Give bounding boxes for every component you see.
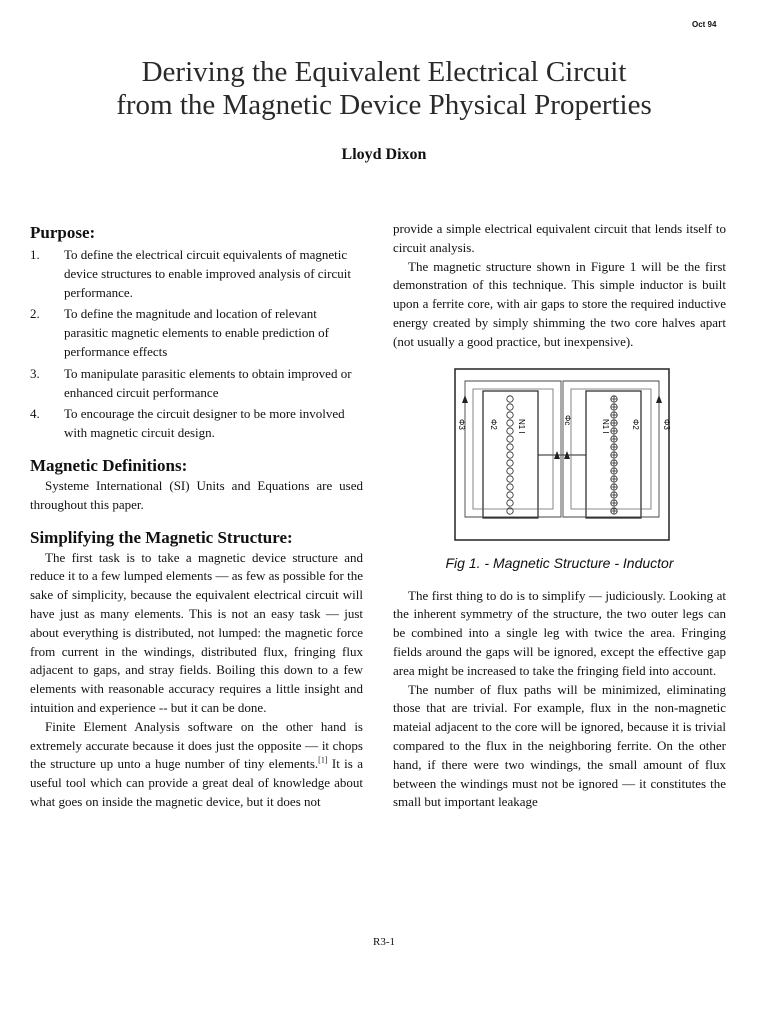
paragraph-text: It is a useful tool which can provide a great deal of knowledge about what goes on inside the magnetic device, but it does not bbox=[30, 756, 364, 809]
flux-label-outer-left: Φ3 bbox=[457, 418, 466, 430]
figure-magnetic-structure bbox=[453, 367, 671, 542]
winding-label-right: N1 I bbox=[601, 418, 610, 434]
right-paragraph-2: The magnetic structure shown in Figure 1 will be the first demonstration of this technique. This simple inductor is built upon a ferrite core, with air gaps to store the required inductive energy created by simply shimming the two core halves apart (not usually a good practice, but inexpensive). bbox=[393, 258, 726, 349]
list-item-number: 2. bbox=[30, 306, 40, 322]
winding-left-coils bbox=[507, 395, 513, 513]
definitions-paragraph: Systeme International (SI) Units and Equations are used throughout this paper. bbox=[30, 477, 363, 512]
magnetic-structure-diagram bbox=[453, 367, 671, 542]
simplifying-paragraph-1: The first task is to take a magnetic device structure and reduce it to a few lumped elements — as few as possible for the sake of simplicity, because the equivalent electrical circuit will have just as many elements. This is not an easy task — just about everything is distributed, not lumped: the magnetic force from current in the windings, distributed flux, fringing flux adjacent to gaps, and stray fields. Boiling this down to a few elements with reasonable accuracy requires a little insight and intuition and experience -- but it can be done. bbox=[30, 549, 363, 715]
page-title bbox=[0, 56, 768, 122]
list-item bbox=[30, 365, 363, 403]
list-item-number: 1. bbox=[30, 247, 40, 262]
winding-right-coils bbox=[611, 395, 617, 513]
list-item-text: To manipulate parasitic elements to obtain improved or enhanced circuit performance bbox=[64, 365, 352, 400]
header-date: Oct 94 bbox=[692, 20, 717, 29]
flux-arrow bbox=[462, 395, 468, 403]
title-line-1: Deriving the Equivalent Electrical Circuit bbox=[141, 56, 627, 88]
definitions-heading: Magnetic Definitions: bbox=[30, 455, 188, 475]
list-item bbox=[30, 405, 363, 443]
flux-label-center: Φc bbox=[563, 414, 572, 425]
paragraph-text: Finite Element Analysis software on the other hand is extremely accurate because it does just the opposite — it chops the structure up unto a huge number of tiny elements. bbox=[30, 718, 363, 772]
right-paragraph-3: The first thing to do is to simplify — judiciously. Looking at the inherent symmetry of the structure, the two outer legs can be combined into a single leg with twice the area. Fringing fields around the gaps will be ignored, except the effective gap area might be increased to take the fringing field into account. bbox=[393, 587, 726, 678]
author-name: Lloyd Dixon bbox=[341, 146, 427, 163]
list-item-text: To define the electrical circuit equivalents of magnetic device structures to enable improved analysis of circuit performance. bbox=[64, 247, 351, 300]
list-item-number: 4. bbox=[30, 406, 40, 422]
purpose-list bbox=[30, 246, 363, 443]
title-line-2: from the Magnetic Device Physical Properties bbox=[116, 89, 652, 121]
purpose-heading: Purpose: bbox=[30, 223, 96, 242]
flux-label-left-leg: Φ2 bbox=[489, 418, 498, 430]
list-item-text: To encourage the circuit designer to be more involved with magnetic circuit design. bbox=[64, 406, 345, 441]
figure-caption: Fig 1. - Magnetic Structure - Inductor bbox=[445, 554, 674, 571]
left-column bbox=[30, 222, 363, 812]
list-item bbox=[30, 305, 363, 361]
right-paragraph-4: The number of flux paths will be minimized, eliminating those that are trivial. For example, flux in the non-magnetic mateial adjacent to the core will be ignored, because it is trivial compared to the flux in the neighboring ferrite. On the other hand, if there were two windings, the small amount of flux between the windings must not be ignored — it constitutes the small but important leakage bbox=[393, 681, 726, 810]
winding-label-left: N1 I bbox=[517, 418, 526, 434]
right-column bbox=[393, 220, 726, 812]
simplifying-paragraph-2 bbox=[30, 718, 363, 812]
flux-arrow bbox=[656, 395, 662, 403]
flux-label-right-leg: Φ2 bbox=[631, 418, 640, 430]
right-paragraph-1: provide a simple electrical equivalent circuit that lends itself to circuit analysis. bbox=[393, 221, 726, 255]
simplifying-heading: Simplifying the Magnetic Structure: bbox=[30, 527, 293, 547]
list-item bbox=[30, 246, 363, 302]
citation-ref: [1] bbox=[318, 756, 328, 765]
list-item-number: 3. bbox=[30, 365, 40, 381]
page-number: R3-1 bbox=[373, 936, 395, 948]
list-item-text: To define the magnitude and location of relevant parasitic magnetic elements to enable prediction of performance effects bbox=[64, 306, 329, 359]
flux-label-outer-right: Φ3 bbox=[662, 418, 671, 430]
